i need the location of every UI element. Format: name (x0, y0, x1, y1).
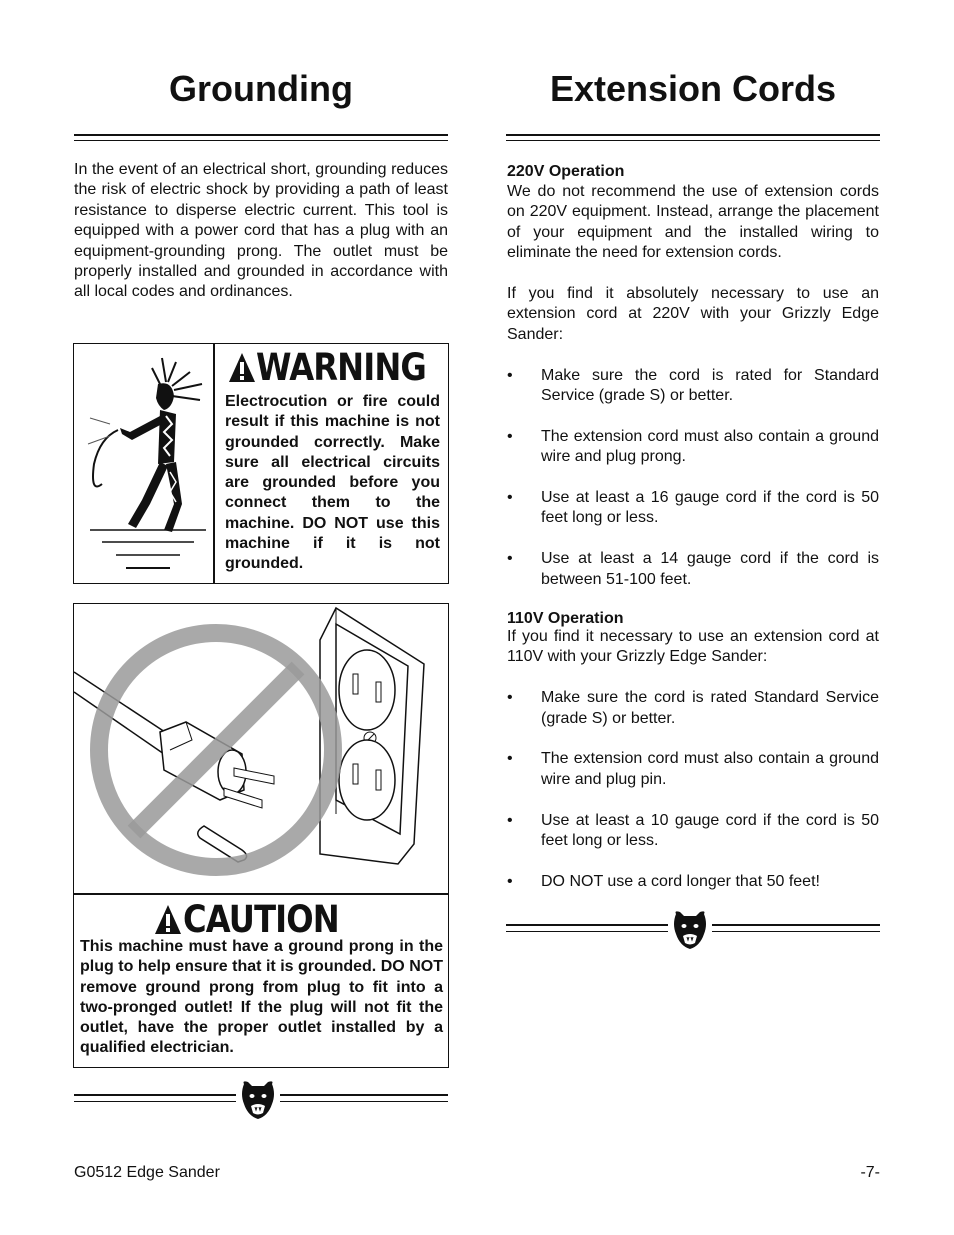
warning-triangle-icon (228, 352, 256, 384)
list-item (507, 427, 879, 468)
bullet-text: Make sure the cord is rated Standard Service (grade S) or better. (541, 689, 879, 727)
footer-model: G0512 Edge Sander (74, 1164, 220, 1181)
warning-label: WARNING (256, 346, 426, 389)
extension-cords-content (507, 162, 879, 892)
footer-page-number: -7- (860, 1164, 880, 1181)
section-220v-heading: 220V Operation (507, 163, 625, 180)
bullet-icon: • (507, 750, 513, 768)
extension-cords-title: Extension Cords (549, 68, 837, 109)
bullet-icon: • (507, 811, 513, 829)
list-item (507, 488, 879, 529)
section-220v-p2: If you find it absolutely necessary to use an extension cord at 220V with your Grizzly Edge Sander: (507, 285, 879, 343)
caution-text: This machine must have a ground prong in the plug to help ensure that it is grounded. DO NOT remove ground prong from plug to fit into a two-pronged outlet! If the plug will not fit the outlet, have the proper outlet installed by a qualified electrician. (80, 938, 443, 1057)
warning-header (228, 348, 440, 392)
grounding-title-rule (74, 134, 448, 141)
bullet-icon: • (507, 550, 513, 568)
list-item (507, 688, 879, 729)
bullet-text: Use at least a 16 gauge cord if the cord is 50 feet long or less. (541, 489, 879, 527)
grounding-title: Grounding (169, 68, 353, 109)
grizzly-bear-logo-icon (240, 1080, 276, 1120)
bullet-text: Make sure the cord is rated for Standard Service (grade S) or better. (541, 366, 879, 405)
caution-triangle-icon (154, 904, 182, 936)
divider-rule-right (280, 1094, 448, 1102)
list-item (507, 872, 879, 892)
warning-divider (213, 344, 215, 583)
section-110v-p1: If you find it necessary to use an extension cord at 110V with your Grizzly Edge Sander: (507, 628, 879, 666)
right-section-divider (506, 910, 880, 950)
list-item (507, 811, 879, 852)
section-110v-heading: 110V Operation (507, 610, 624, 628)
bullet-text: The extension cord must also contain a ground wire and plug pin. (541, 750, 879, 788)
section-220v-p1: We do not recommend the use of extension cords on 220V equipment. Instead, arrange the placement of your equipment and the installed wiring to eliminate the need for extension cords. (507, 183, 879, 262)
warning-box (73, 343, 449, 584)
bullet-icon: • (507, 872, 513, 890)
bullet-icon: • (507, 689, 513, 707)
bullet-text: DO NOT use a cord longer that 50 feet! (541, 872, 820, 890)
bullet-icon: • (507, 427, 513, 445)
list-item (507, 749, 879, 790)
bullet-text: Use at least a 10 gauge cord if the cord is 50 feet long or less. (541, 811, 879, 850)
electrocution-figure-icon (80, 354, 210, 574)
bullet-icon: • (507, 489, 513, 507)
bullet-text: The extension cord must also contain a ground wire and plug prong. (541, 427, 879, 466)
list-item (507, 366, 879, 407)
extension-cords-title-rule (506, 134, 880, 141)
list-item (507, 549, 879, 590)
left-section-divider (74, 1080, 448, 1120)
divider-rule-left (74, 1094, 236, 1102)
bullet-icon: • (507, 366, 513, 384)
caution-label: CAUTION (183, 898, 339, 941)
grizzly-bear-logo-icon (672, 910, 708, 950)
bullet-text: Use at least a 14 gauge cord if the cord is between 51-100 feet. (541, 550, 879, 588)
caution-header (154, 900, 374, 942)
grounding-intro: In the event of an electrical short, grounding reduces the risk of electric shock by providing a path of least resistance to disperse electric current. This tool is equipped with a power cord that has a plug with an equipment-grounding prong. The outlet must be properly installed and grounded in accordance with all local codes and ordinances. (74, 161, 448, 301)
no-two-prong-plug-illustration (74, 604, 447, 893)
caution-box (73, 893, 449, 1068)
warning-text: Electrocution or fire could result if this machine is not grounded correctly. Make sure all electrical circuits are grounded before you connect them to the machine. DO NOT use this machine if it is not grounded. (225, 393, 440, 573)
divider-rule-left (506, 924, 668, 932)
plug-illustration-box (73, 603, 449, 895)
divider-rule-right (712, 924, 880, 932)
